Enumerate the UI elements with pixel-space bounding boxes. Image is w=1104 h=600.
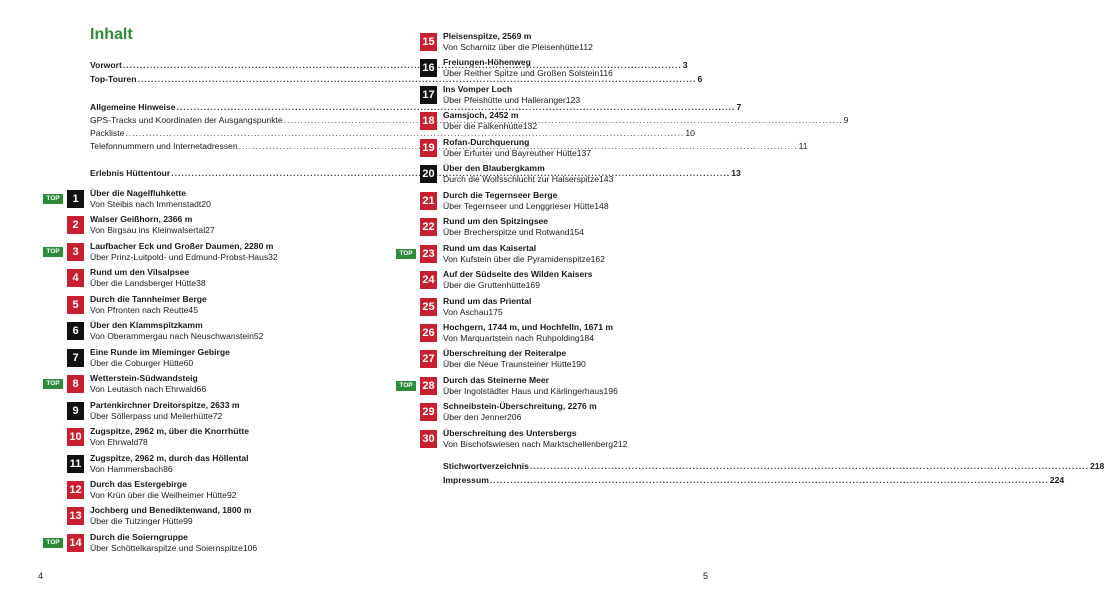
tour-entry-12[interactable] xyxy=(90,479,315,501)
page-ref: 112 xyxy=(579,42,593,52)
tour-number-badge: 8 xyxy=(67,375,84,393)
tour-entry-20[interactable] xyxy=(443,163,689,185)
tour-number-badge: 19 xyxy=(420,139,437,157)
tour-title: Ins Vomper Loch xyxy=(443,84,513,94)
entry-title: Vorwort xyxy=(90,60,122,70)
toc-entry-back[interactable] xyxy=(443,475,1065,486)
tour-entry-16[interactable] xyxy=(443,57,689,79)
tour-subtitle: Von Marquartstein nach Ruhpolding xyxy=(443,333,580,343)
top-tour-badge: TOP xyxy=(43,379,63,389)
tour-entry-30[interactable] xyxy=(443,428,689,450)
page-ref: 106 xyxy=(242,543,258,553)
tour-title: Eine Runde im Mieminger Gebirge xyxy=(90,347,230,357)
tour-entry-21[interactable] xyxy=(443,190,689,212)
tour-subtitle: Über Schöttelkarspitze und Soiernspitze xyxy=(90,543,243,553)
entry-title: Allgemeine Hinweise xyxy=(90,102,176,112)
tour-title: Zugspitze, 2962 m, durch das Höllental xyxy=(90,453,249,463)
page-ref: 38 xyxy=(196,278,206,288)
tour-subtitle: Von Leutasch nach Ehrwald xyxy=(90,384,197,394)
tour-subtitle: Von Ehrwald xyxy=(90,437,139,447)
tour-entry-9[interactable] xyxy=(90,400,315,422)
entry-title: Packliste xyxy=(90,128,125,138)
tour-entry-29[interactable] xyxy=(443,401,689,423)
tour-number-badge: 15 xyxy=(420,33,437,51)
tour-entry-3[interactable] xyxy=(90,241,315,263)
tour-entry-15[interactable] xyxy=(443,31,689,53)
tour-subtitle: Über die Landsberger Hütte xyxy=(90,278,197,288)
dot-leader xyxy=(490,475,1049,486)
page-ref: 60 xyxy=(183,358,194,368)
tour-title: Über den Klammspitzkamm xyxy=(90,320,203,330)
tour-title: Pleisenspitze, 2569 m xyxy=(443,31,532,41)
tour-subtitle: Über Söllerpass und Meilerhütte xyxy=(90,411,213,421)
page-ref: 190 xyxy=(571,359,586,369)
tour-subtitle: Über Erfurter und Bayreuther Hütte xyxy=(443,148,577,158)
tour-number-badge: 4 xyxy=(67,269,84,287)
page-ref: 9 xyxy=(843,115,849,125)
page-ref: 184 xyxy=(579,333,594,343)
tour-entry-25[interactable] xyxy=(443,296,689,318)
tour-entry-13[interactable] xyxy=(90,505,315,527)
tour-title: Wetterstein-Südwandsteig xyxy=(90,373,198,383)
page-ref: 224 xyxy=(1049,475,1065,485)
page-ref: 92 xyxy=(226,490,237,500)
toc-heading: Inhalt xyxy=(90,26,133,43)
page-ref: 6 xyxy=(697,74,703,84)
tour-title: Durch das Steinerne Meer xyxy=(443,375,550,385)
page-ref: 132 xyxy=(522,121,538,131)
tour-title: Überschreitung des Untersbergs xyxy=(443,428,577,438)
tour-subtitle: Von Hammersbach xyxy=(90,464,164,474)
tour-entry-17[interactable] xyxy=(443,84,689,106)
tour-title: Freiungen-Höhenweg xyxy=(443,57,531,67)
tour-subtitle: Über Reither Spitze und Großen Solstein xyxy=(443,68,600,78)
tour-title: Rund um das Kaisertal xyxy=(443,243,537,253)
tour-entry-5[interactable] xyxy=(90,294,315,316)
tour-subtitle: Über Prinz-Luitpold- und Edmund-Probst-Haus xyxy=(90,252,269,262)
entry-title: Stichwortverzeichnis xyxy=(443,461,529,471)
tour-subtitle: Über die Falkenhütte xyxy=(443,121,523,131)
tour-subtitle: Von Pfronten nach Reutte xyxy=(90,305,189,315)
tour-entry-14[interactable] xyxy=(90,532,315,554)
tour-entry-26[interactable] xyxy=(443,322,689,344)
page-ref: 86 xyxy=(163,464,173,474)
tour-number-badge: 21 xyxy=(420,192,437,210)
tour-subtitle: Über die Tutzinger Hütte xyxy=(90,516,184,526)
page-number-left: 4 xyxy=(38,571,44,581)
tour-number-badge: 23 xyxy=(420,245,437,263)
tour-number-badge: 3 xyxy=(67,243,84,261)
tour-title: Überschreitung der Reiteralpe xyxy=(443,348,567,358)
tour-title: Über den Blaubergkamm xyxy=(443,163,545,173)
page-ref: 3 xyxy=(682,60,688,70)
tour-subtitle: Von Steibis nach Immenstadt xyxy=(90,199,202,209)
page-ref: 218 xyxy=(1089,461,1104,471)
page-ref: 99 xyxy=(183,516,193,526)
tour-number-badge: 13 xyxy=(67,507,84,525)
tour-number-badge: 12 xyxy=(67,481,84,499)
tour-subtitle: Über die Coburger Hütte xyxy=(90,358,184,368)
tour-title: Rofan-Durchquerung xyxy=(443,137,530,147)
tour-title: Durch das Estergebirge xyxy=(90,479,187,489)
tour-subtitle: Über Tegernseer und Lenggrieser Hütte xyxy=(443,201,595,211)
page-ref: 32 xyxy=(268,252,278,262)
tour-subtitle: Durch die Wolfsschlucht zur Halserspitze xyxy=(443,174,600,184)
tour-number-badge: 11 xyxy=(67,455,84,473)
page-ref: 45 xyxy=(188,305,198,315)
entry-title: Impressum xyxy=(443,475,489,485)
page-number-right: 5 xyxy=(703,571,709,581)
tour-entry-4[interactable] xyxy=(90,267,315,289)
tour-entry-8[interactable] xyxy=(90,373,315,395)
page-ref: 123 xyxy=(565,95,581,105)
page-ref: 27 xyxy=(205,225,215,235)
tour-subtitle: Über die Neue Traunsteiner Hütte xyxy=(443,359,572,369)
tour-title: Partenkirchner Dreitorspitze, 2633 m xyxy=(90,400,240,410)
tour-subtitle: Von Bischofswiesen nach Marktschellenberg xyxy=(443,439,614,449)
page-ref: 11 xyxy=(798,141,808,151)
tour-title: Hochgern, 1744 m, und Hochfelln, 1671 m xyxy=(443,322,614,332)
tour-title: Jochberg und Benediktenwand, 1800 m xyxy=(90,505,252,515)
tour-number-badge: 14 xyxy=(67,534,84,552)
tour-number-badge: 10 xyxy=(67,428,84,446)
tour-number-badge: 30 xyxy=(420,430,437,448)
tour-subtitle: Von Aschau xyxy=(443,307,489,317)
tour-subtitle: Von Scharnitz über die Pleisenhütte xyxy=(443,42,580,52)
tour-entry-23[interactable] xyxy=(443,243,689,265)
toc-entry-hints[interactable] xyxy=(90,128,695,139)
tour-title: Auf der Südseite des Wilden Kaisers xyxy=(443,269,593,279)
tour-title: Rund um das Priental xyxy=(443,296,532,306)
tour-subtitle: Über Brecherspitze und Rotwand xyxy=(443,227,570,237)
tour-entry-28[interactable] xyxy=(443,375,689,397)
tour-number-badge: 26 xyxy=(420,324,437,342)
tour-entry-6[interactable] xyxy=(90,320,315,342)
page-ref: 78 xyxy=(138,437,148,447)
page-ref: 10 xyxy=(685,128,695,138)
toc-entry-front[interactable] xyxy=(90,74,703,85)
top-tour-badge: TOP xyxy=(396,249,416,259)
tour-subtitle: Über die Gruttenhütte xyxy=(443,280,526,290)
tour-subtitle: Von Oberammergau nach Neuschwanstein xyxy=(90,331,254,341)
page-ref: 196 xyxy=(603,386,618,396)
toc-entry-back[interactable] xyxy=(443,461,1104,472)
page-ref: 116 xyxy=(599,68,613,78)
top-tour-badge: TOP xyxy=(43,538,63,548)
page-ref: 52 xyxy=(253,331,264,341)
tour-title: Rund um den Spitzingsee xyxy=(443,216,549,226)
tour-number-badge: 2 xyxy=(67,216,84,234)
tour-title: Laufbacher Eck und Großer Daumen, 2280 m xyxy=(90,241,274,251)
tour-number-badge: 6 xyxy=(67,322,84,340)
tour-title: Über die Nagelfluhkette xyxy=(90,188,186,198)
top-tour-badge: TOP xyxy=(43,194,63,204)
tour-title: Gamsjoch, 2452 m xyxy=(443,110,519,120)
page-ref: 162 xyxy=(590,254,605,264)
tour-number-badge: 5 xyxy=(67,296,84,314)
tour-subtitle: Über Pfeishütte und Halleranger xyxy=(443,95,566,105)
tour-title: Durch die Soierngruppe xyxy=(90,532,188,542)
dot-leader xyxy=(530,461,1089,472)
tour-subtitle: Über Ingolstädter Haus und Kärlingerhaus xyxy=(443,386,604,396)
tour-entry-1[interactable] xyxy=(90,188,315,210)
tour-entry-2[interactable] xyxy=(90,214,315,236)
page-ref: 212 xyxy=(613,439,628,449)
tour-entry-19[interactable] xyxy=(443,137,689,159)
page-ref: 72 xyxy=(212,411,223,421)
tour-title: Zugspitze, 2962 m, über die Knorrhütte xyxy=(90,426,250,436)
page-ref: 206 xyxy=(507,412,522,422)
toc-entry-hints[interactable] xyxy=(90,102,742,113)
page-ref: 148 xyxy=(594,201,609,211)
tour-number-badge: 1 xyxy=(67,190,84,208)
tour-title: Rund um den Vilsalpsee xyxy=(90,267,190,277)
top-tour-badge: TOP xyxy=(396,381,416,391)
page-ref: 66 xyxy=(196,384,207,394)
tour-number-badge: 20 xyxy=(420,165,437,183)
tour-entry-22[interactable] xyxy=(443,216,689,238)
tour-entry-24[interactable] xyxy=(443,269,689,291)
page-ref: 7 xyxy=(736,102,742,112)
tour-number-badge: 17 xyxy=(420,86,437,104)
tour-number-badge: 27 xyxy=(420,350,437,368)
tour-subtitle: Von Birgsau ins Kleinwalsertal xyxy=(90,225,206,235)
page-ref: 20 xyxy=(201,199,211,209)
page-ref: 154 xyxy=(569,227,584,237)
entry-title: Erlebnis Hüttentour xyxy=(90,168,171,178)
tour-subtitle: Von Kufstein über die Pyramidenspitze xyxy=(443,254,591,264)
tour-number-badge: 18 xyxy=(420,112,437,130)
tour-number-badge: 9 xyxy=(67,402,84,420)
tour-number-badge: 25 xyxy=(420,298,437,316)
tour-number-badge: 22 xyxy=(420,218,437,236)
page-ref: 169 xyxy=(525,280,540,290)
tour-number-badge: 29 xyxy=(420,403,437,421)
page-ref: 13 xyxy=(731,168,741,178)
tour-title: Walser Geißhorn, 2366 m xyxy=(90,214,193,224)
top-tour-badge: TOP xyxy=(43,247,63,257)
tour-title: Durch die Tegernseer Berge xyxy=(443,190,558,200)
page-ref: 143 xyxy=(599,174,614,184)
tour-title: Schneibstein-Überschreitung, 2276 m xyxy=(443,401,597,411)
tour-number-badge: 24 xyxy=(420,271,437,289)
tour-entry-27[interactable] xyxy=(443,348,689,370)
page-ref: 137 xyxy=(576,148,592,158)
tour-entry-11[interactable] xyxy=(90,453,315,475)
page-ref: 175 xyxy=(488,307,503,317)
tour-entry-7[interactable] xyxy=(90,347,315,369)
tour-entry-18[interactable] xyxy=(443,110,689,132)
tour-entry-10[interactable] xyxy=(90,426,315,448)
tour-number-badge: 28 xyxy=(420,377,437,395)
tour-number-badge: 16 xyxy=(420,59,437,77)
tour-subtitle: Über den Jenner xyxy=(443,412,508,422)
entry-title: Top-Touren xyxy=(90,74,137,84)
entry-title: Telefonnummern und Internetadressen xyxy=(90,141,238,151)
entry-title: GPS-Tracks und Koordinaten der Ausgangspunkte xyxy=(90,115,283,125)
tour-title: Durch die Tannheimer Berge xyxy=(90,294,207,304)
tour-number-badge: 7 xyxy=(67,349,84,367)
tour-subtitle: Von Krün über die Weilheimer Hütte xyxy=(90,490,227,500)
